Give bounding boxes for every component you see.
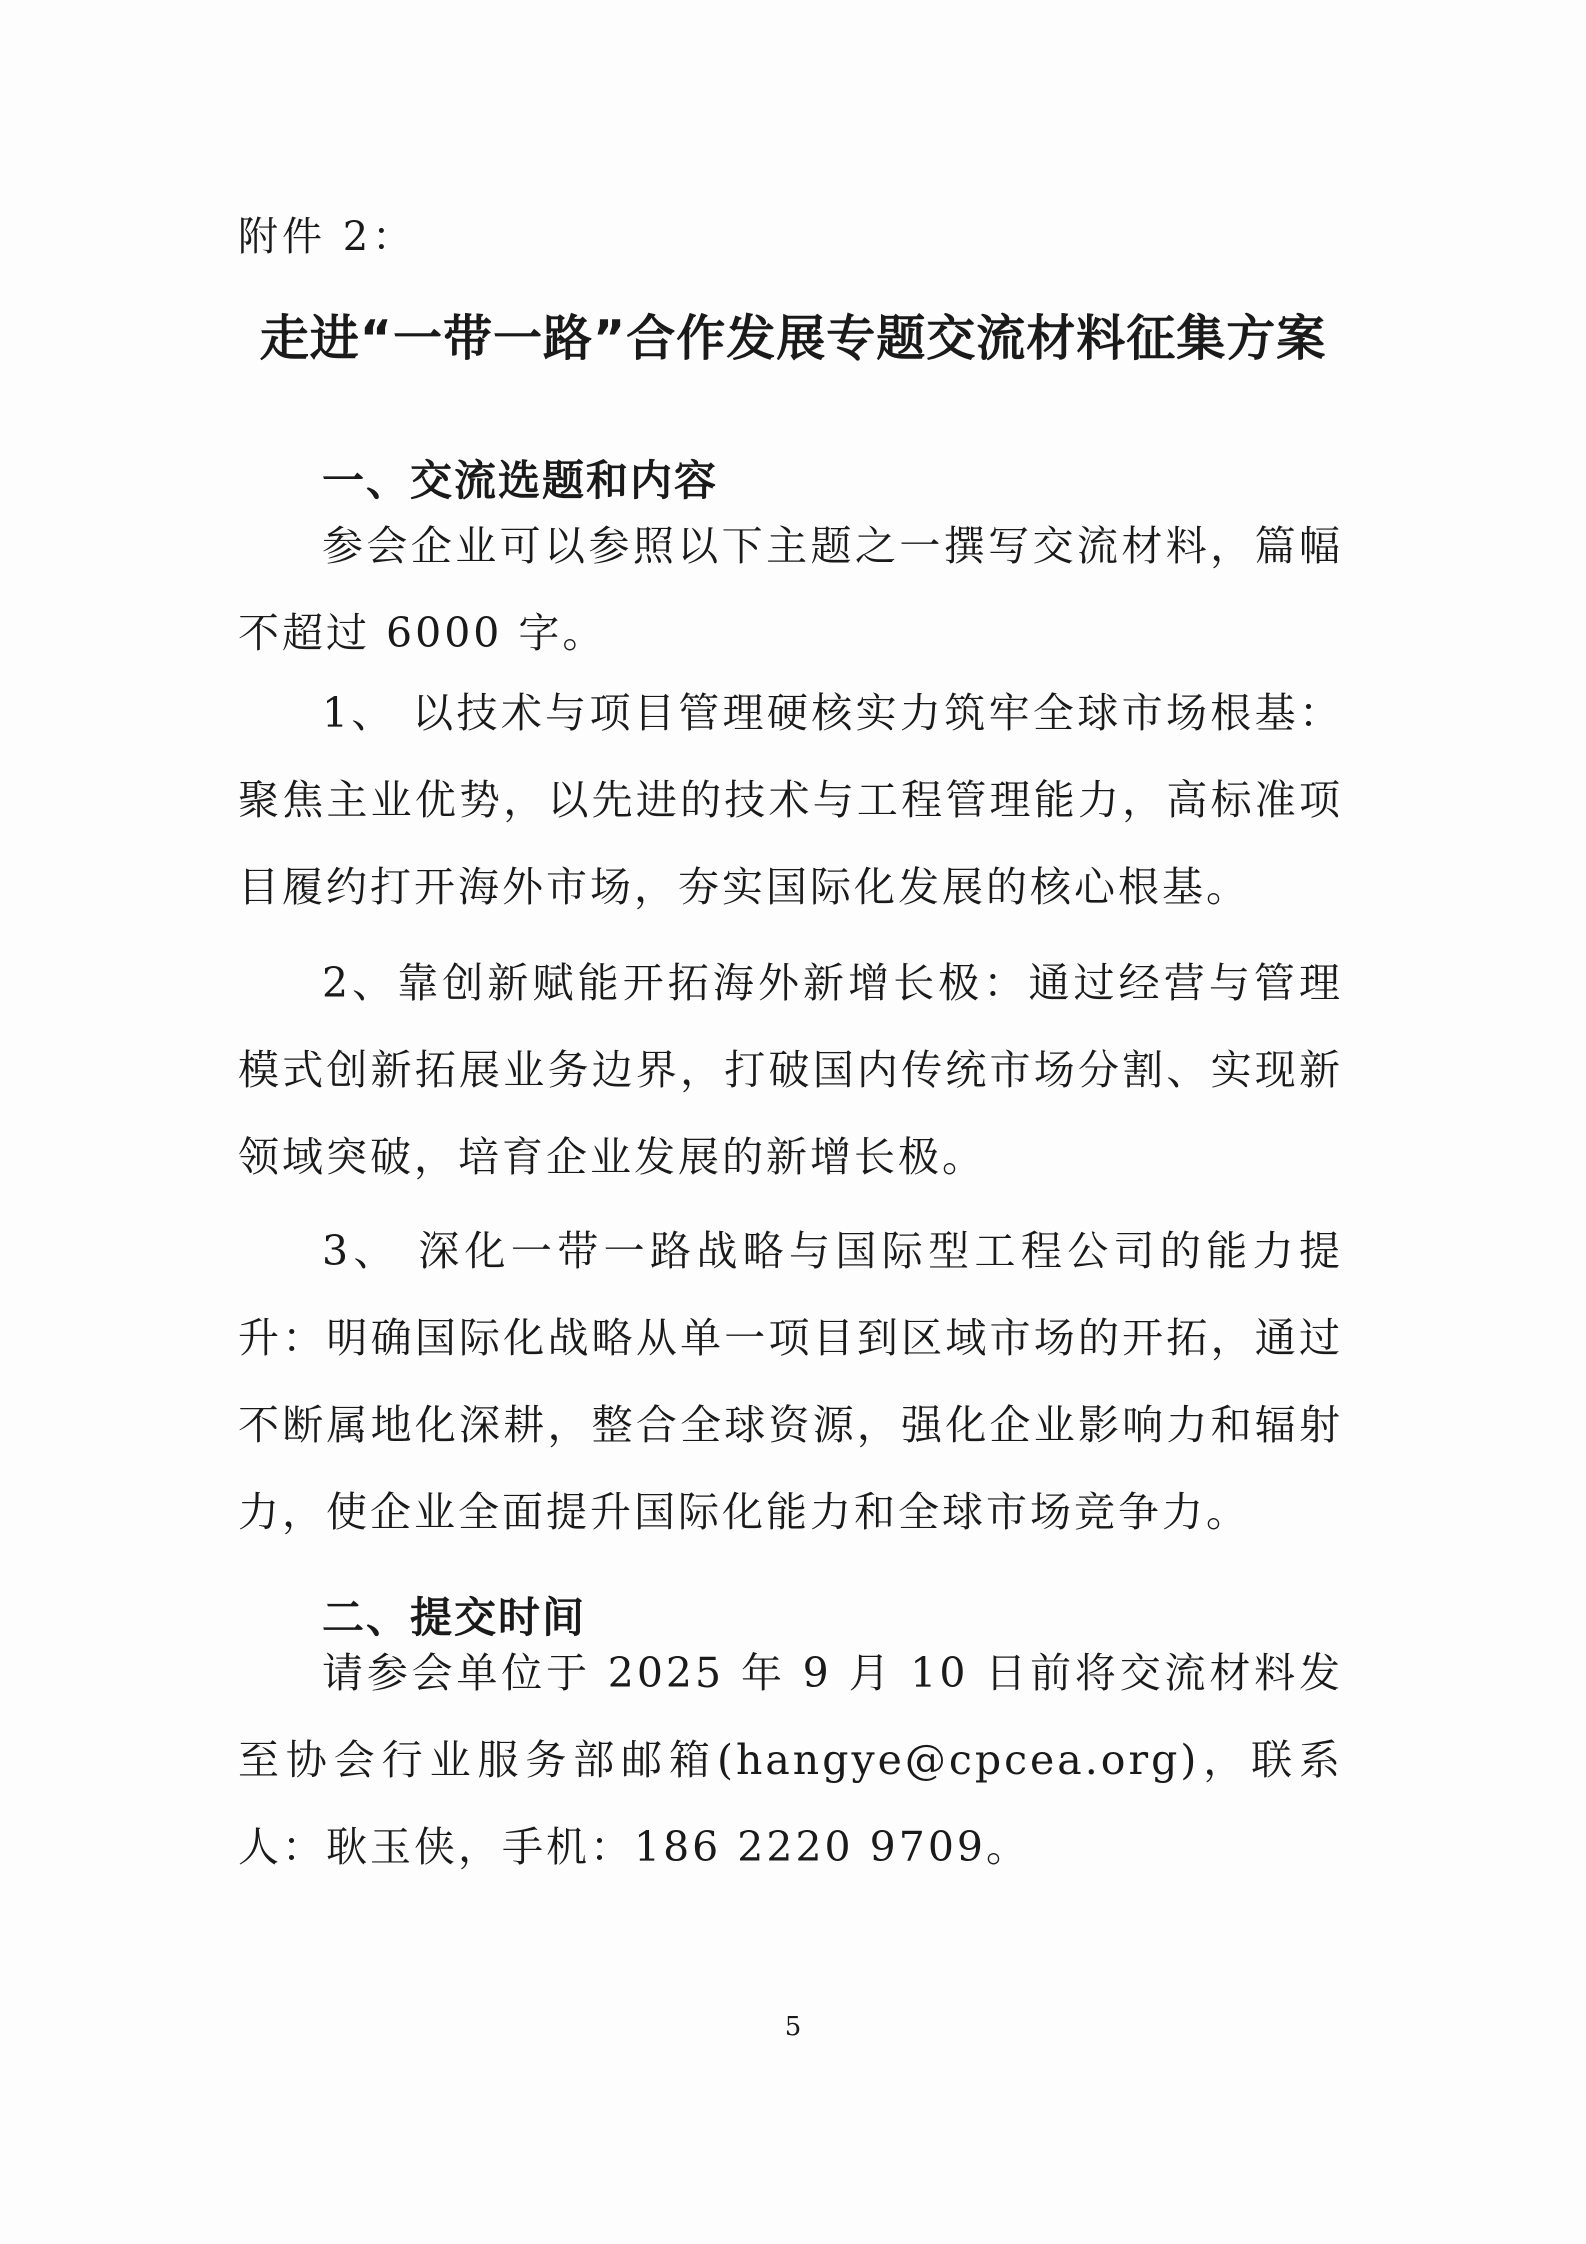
document-title: 走进“一带一路”合作发展专题交流材料征集方案	[259, 310, 1327, 367]
attachment-label: 附件 2：	[238, 214, 417, 260]
topic-item-2: 2、靠创新赋能开拓海外新增长极：通过经营与管理模式创新拓展业务边界，打破国内传统市场分割、实现新领域突破，培育企业发展的新增长极。	[238, 959, 1343, 1181]
page-number: 5	[784, 2012, 802, 2042]
topic-item-1: 1、 以技术与项目管理硬核实力筑牢全球市场根基：聚焦主业优势，以先进的技术与工程管理能力，高标准项目履约打开海外市场，夯实国际化发展的核心根基。	[238, 689, 1343, 911]
submission-paragraph: 请参会单位于 2025 年 9 月 10 日前将交流材料发至协会行业服务部邮箱(hangye@cpcea.org)，联系人：耿玉侠，手机：186 2220 9709。	[238, 1649, 1343, 1871]
topic-item-3: 3、 深化一带一路战略与国际型工程公司的能力提升：明确国际化战略从单一项目到区域市场的开拓，通过不断属地化深耕，整合全球资源，强化企业影响力和辐射力，使企业全面提升国际化能力和全球市场竞争力。	[238, 1227, 1343, 1536]
section-heading-submission: 二、提交时间	[322, 1593, 587, 1642]
section-heading-topics: 一、交流选题和内容	[322, 456, 719, 505]
section-intro-paragraph: 参会企业可以参照以下主题之一撰写交流材料，篇幅不超过 6000 字。	[238, 522, 1343, 657]
